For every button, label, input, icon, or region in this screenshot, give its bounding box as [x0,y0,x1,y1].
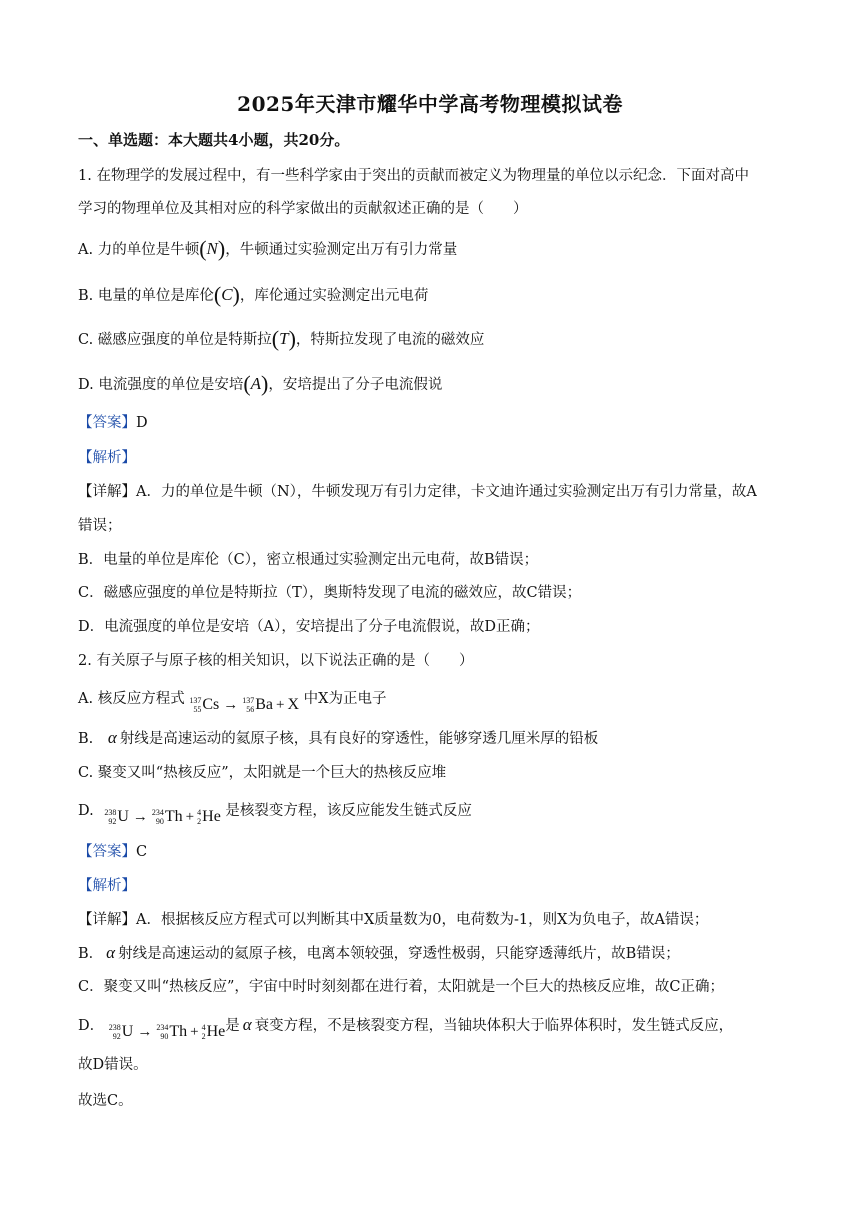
answer-value: D [136,415,148,431]
mass-number: 238 [108,1023,121,1032]
plus-sign: + [276,697,285,713]
element-symbol: U [117,808,129,825]
unit-symbol: T [279,329,289,348]
element-symbol: Ba [255,696,273,713]
paren-open: ( [243,371,251,396]
answer-tag: 【答案】 [78,844,136,860]
q2-detail-b [78,943,790,964]
mass-number: 4 [197,808,202,817]
alpha-symbol: α [107,728,117,747]
isotope-numbers [202,1023,206,1041]
q2-detail-c: C．聚变又叫“热核反应”，宇宙中时时刻刻都在进行着，太阳就是一个巨大的热核反应堆，故C正确； [78,979,725,995]
mass-number: 4 [201,1023,206,1032]
page-title: 2025年天津市耀华中学高考物理模拟试卷 [237,92,623,116]
paren-close: ) [261,371,269,396]
answer-tag: 【答案】 [78,415,136,431]
q2-stem: 2. 有关原子与原子核的相关知识，以下说法正确的是（ ） [78,653,474,669]
isotope-numbers [104,808,116,826]
atomic-number: 2 [197,817,202,826]
alpha-symbol: α [242,1015,252,1034]
detail-text: A．根据核反应方程式可以判断其中X质量数为0，电荷数为-1，则X为负电子，故A错误； [136,912,709,928]
detail-text: 衰变方程，不是核裂变方程，当铀块体积大于临界体积时，发生链式反应， [254,1018,734,1034]
plus-sign: + [185,809,195,825]
element-symbol: X [287,696,300,713]
mass-number: 238 [104,808,117,817]
detail-text: A．力的单位是牛顿（N），牛顿发现万有引力定律，卡文迪许通过实验测定出万有引力常量，故A [136,484,757,500]
mass-number: 137 [242,696,255,705]
atomic-number: 2 [201,1032,206,1041]
q2-detail-d-cont: 故D错误。 [78,1057,148,1073]
detail-tag: 【详解】 [78,912,136,928]
atomic-number: 92 [108,817,117,826]
q1-detail-line2: 错误； [78,518,122,534]
detail-text: D． [78,1018,105,1034]
isotope-numbers [109,1023,121,1041]
atomic-number: 90 [155,817,164,826]
q1-detail-line5: D．电流强度的单位是安培（A），安培提出了分子电流假说，故D正确； [78,619,540,635]
atomic-number: 56 [246,705,255,714]
q1-stem-line1: 1. 在物理学的发展过程中，有一些科学家由于突出的贡献而被定义为物理量的单位以示纪念．下面对高中 [78,168,749,184]
option-text: B. [78,731,94,747]
mass-number: 137 [189,696,202,705]
paren-close: ) [232,282,240,307]
q1-option-c [78,327,790,350]
q1-detail-line4: C．磁感应强度的单位是特斯拉（T），奥斯特发现了电流的磁效应，故C错误； [78,585,582,601]
atomic-number: 90 [160,1032,169,1041]
paren-close: ) [217,236,226,261]
option-text: A. 核反应方程式 [78,691,185,707]
alpha-symbol: α [106,943,116,962]
unit-symbol: N [206,239,218,258]
q1-option-b [78,283,790,306]
reaction-arrow: → [132,809,148,825]
option-text: D. 电流强度的单位是安培 [78,377,244,393]
option-text: ，特斯拉发现了电流的磁效应 [295,332,485,348]
q2-option-a [78,689,790,715]
isotope-numbers [242,696,254,714]
isotope-numbers [152,808,164,826]
mass-number: 234 [156,1023,169,1032]
option-text: 中X为正电子 [303,691,387,707]
option-text: B. 电量的单位是库伦 [78,288,214,304]
option-text: A. 力的单位是牛顿 [78,242,200,258]
option-text: D. [78,803,94,819]
q1-detail-line1 [78,482,790,502]
q1-answer [78,413,790,433]
mass-number: 234 [151,808,164,817]
element-symbol: He [202,808,221,825]
q1-detail-line3: B．电量的单位是库伦（C），密立根通过实验测定出元电荷，故B错误； [78,552,539,568]
option-text: ，库伦通过实验测定出元电荷 [239,288,429,304]
option-text: ，牛顿通过实验测定出万有引力常量 [225,242,458,258]
q2-detail-d [78,1015,790,1042]
option-text: ，安培提出了分子电流假说 [268,377,443,393]
plus-sign: + [190,1024,199,1040]
reaction-arrow: → [137,1024,153,1040]
q2-answer [78,842,790,862]
q2-analysis-tag: 【解析】 [78,878,136,894]
detail-text: 射线是高速运动的氦原子核，电离本领较强，穿透性极弱，只能穿透薄纸片，故B错误； [118,946,680,962]
nuclear-equation [189,695,299,715]
unit-symbol: C [221,285,233,304]
q2-conclusion: 故选C。 [78,1093,133,1109]
q2-detail-a [78,910,790,930]
atomic-number: 92 [112,1032,121,1041]
q1-option-d [78,372,790,395]
q2-option-c: C. 聚变又叫“热核反应”，太阳就是一个巨大的热核反应堆 [78,765,447,781]
paren-open: ( [199,236,207,261]
atomic-number: 55 [193,705,202,714]
element-symbol: Th [164,808,183,825]
element-symbol: U [121,1023,134,1040]
reaction-arrow: → [223,697,239,713]
detail-tag: 【详解】 [78,484,136,500]
isotope-numbers [189,696,201,714]
unit-symbol: A [250,374,262,393]
option-text: 射线是高速运动的氦原子核，具有良好的穿透性，能够穿透几厘米厚的铅板 [119,731,599,747]
isotope-numbers [197,808,201,826]
q1-analysis-tag: 【解析】 [78,450,136,466]
q2-option-d [78,801,790,827]
option-text: C. 磁感应强度的单位是特斯拉 [78,332,272,348]
q1-option-a [78,237,790,260]
paren-open: ( [271,326,280,351]
nuclear-equation [109,1022,225,1042]
q1-stem-line2: 学习的物理单位及其相对应的科学家做出的贡献叙述正确的是（ ） [78,201,528,217]
answer-value: C [136,844,148,860]
element-symbol: Cs [202,696,220,713]
paren-close: ) [288,326,296,351]
element-symbol: Th [169,1023,188,1040]
option-text: 是核裂变方程，该反应能发生链式反应 [225,803,472,819]
section-heading: 一、单选题：本大题共4小题，共20分。 [78,131,350,149]
detail-text: B． [78,946,104,962]
element-symbol: He [206,1023,226,1040]
q2-option-b [78,728,790,749]
isotope-numbers [156,1023,168,1041]
paren-open: ( [213,282,222,307]
detail-text: 是 [225,1018,240,1034]
nuclear-equation [104,807,220,827]
